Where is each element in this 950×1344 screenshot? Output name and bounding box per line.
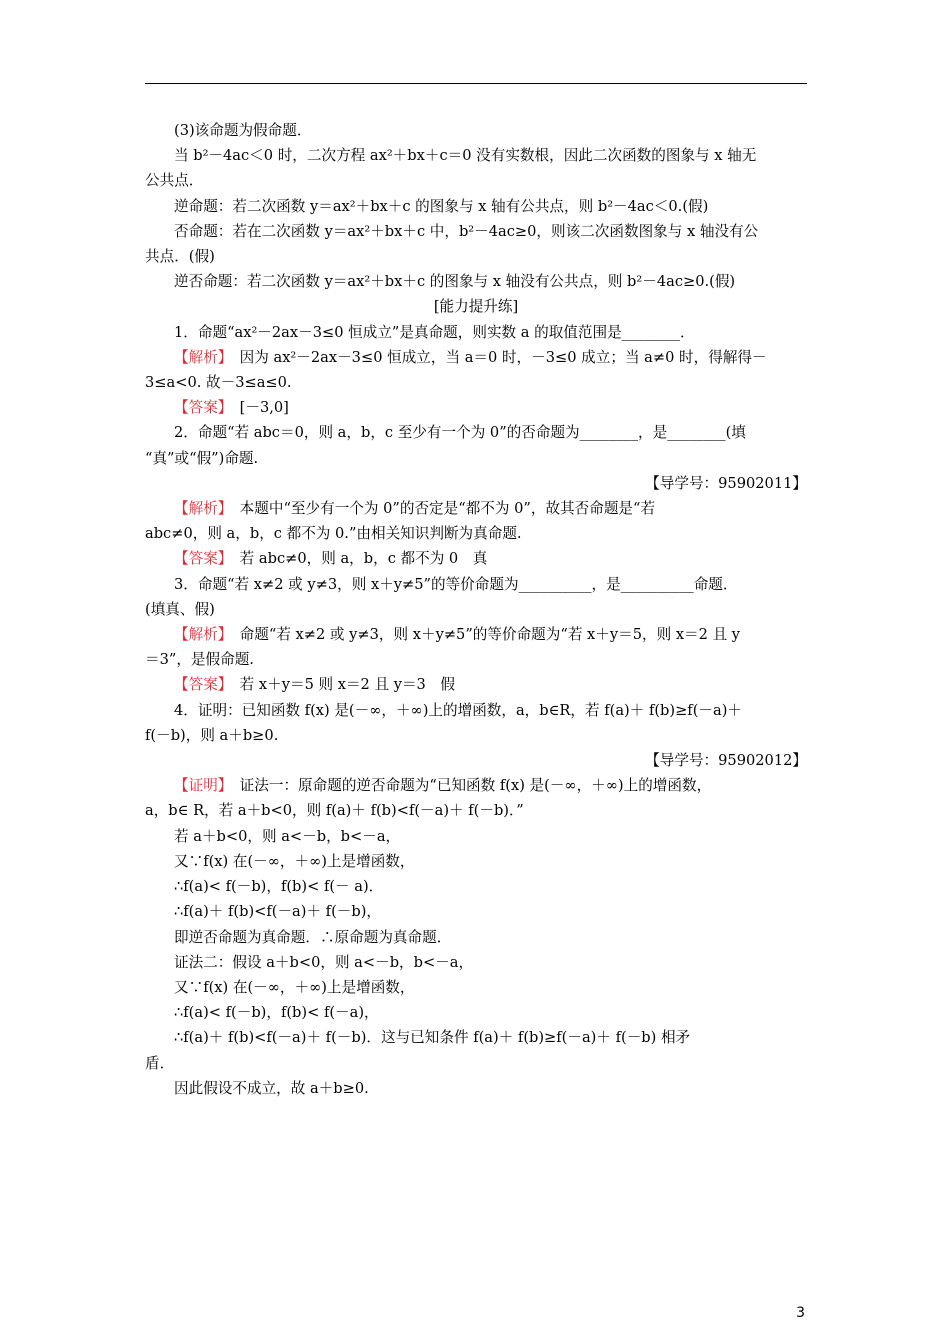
section-label: 【答案】 bbox=[174, 550, 226, 568]
text-line bbox=[145, 723, 807, 748]
text-line bbox=[145, 622, 807, 647]
text-line bbox=[145, 244, 807, 269]
line-text: ＝3”，是假命题. bbox=[145, 651, 254, 669]
line-text: 证法一：原命题的逆否命题为“已知函数 f(x) 是(－∞，＋∞)上的增函数， bbox=[225, 777, 712, 795]
section-label: 【解析】 bbox=[174, 348, 226, 366]
line-text: 否命题：若在二次函数 y＝ax²＋bx＋c 中，b²－4ac≥0，则该二次函数图象与 x 轴没有公 bbox=[174, 222, 759, 240]
text-line bbox=[145, 874, 807, 899]
line-text: 逆否命题：若二次函数 y＝ax²＋bx＋c 的图象与 x 轴没有公共点，则 b²－4ac≥0.(假) bbox=[174, 273, 736, 291]
line-text: 又∵f(x) 在(－∞，＋∞)上是增函数， bbox=[174, 852, 415, 870]
text-line bbox=[145, 143, 807, 168]
line-text: ∴f(a)< f(－b)，f(b)< f(－ a)． bbox=[174, 878, 384, 896]
text-line bbox=[145, 849, 807, 874]
text-line bbox=[145, 1076, 807, 1101]
page-number: 3 bbox=[796, 1305, 805, 1321]
line-text: 命题“若 x≠2 或 y≠3，则 x＋y≠5”的等价命题为“若 x＋y＝5，则 x＝2 且 y bbox=[225, 626, 741, 644]
line-text: abc≠0，则 a，b，c 都不为 0.”由相关知识判断为真命题. bbox=[145, 525, 522, 543]
line-text: 1．命题“ax²－2ax－3≤0 恒成立”是真命题，则实数 a 的取值范围是________． bbox=[174, 323, 695, 341]
text-line bbox=[145, 194, 807, 219]
text-line bbox=[145, 950, 807, 975]
line-text: ∴f(a)＋ f(b)<f(－a)＋ f(－b)， bbox=[174, 903, 381, 921]
line-text: 若 a＋b<0，则 a<－b，b<－a， bbox=[174, 827, 401, 845]
text-line bbox=[145, 496, 807, 521]
line-text: 当 b²－4ac＜0 时，二次方程 ax²＋bx＋c＝0 没有实数根，因此二次函数的图象与 x 轴无 bbox=[174, 147, 757, 165]
line-text: 【导学号：95902012】 bbox=[645, 752, 807, 770]
line-text: 若 x＋y＝5 则 x＝2 且 y＝3 假 bbox=[225, 676, 456, 694]
document-body bbox=[145, 118, 807, 1101]
line-text: 本题中“至少有一个为 0”的否定是“都不为 0”，故其否命题是“若 bbox=[225, 500, 656, 518]
text-line bbox=[145, 294, 807, 319]
line-text: 逆命题：若二次函数 y＝ax²＋bx＋c 的图象与 x 轴有公共点，则 b²－4ac＜0.(假) bbox=[174, 197, 709, 215]
line-text: 因为 ax²－2ax－3≤0 恒成立，当 a＝0 时，－3≤0 成立；当 a≠0 时，得解得－ bbox=[225, 348, 767, 366]
text-line bbox=[145, 269, 807, 294]
text-line bbox=[145, 546, 807, 571]
line-text: 3≤a<0. 故－3≤a≤0. bbox=[145, 374, 292, 392]
section-label: 【答案】 bbox=[174, 676, 226, 694]
line-text: (3)该命题为假命题． bbox=[174, 122, 312, 139]
section-label: 【解析】 bbox=[174, 500, 226, 518]
text-line bbox=[145, 672, 807, 697]
line-text: 2．命题“若 abc＝0，则 a，b，c 至少有一个为 0”的否命题为________，是________(填 bbox=[174, 424, 746, 442]
text-line bbox=[145, 1051, 807, 1076]
text-line bbox=[145, 370, 807, 395]
line-text: f(－b)，则 a＋b≥0. bbox=[145, 726, 279, 744]
text-line bbox=[145, 345, 807, 370]
line-text: 证法二：假设 a＋b<0，则 a<－b，b<－a， bbox=[174, 953, 474, 971]
text-line bbox=[145, 168, 807, 193]
line-text: 若 abc≠0，则 a，b，c 都不为 0 真 bbox=[225, 550, 488, 568]
text-line bbox=[145, 446, 807, 471]
section-label: 【答案】 bbox=[174, 399, 226, 417]
text-line bbox=[145, 899, 807, 924]
line-text: “真”或“假”)命题. bbox=[145, 449, 259, 467]
text-line bbox=[145, 320, 807, 345]
text-line bbox=[145, 420, 807, 445]
line-text: 即逆否命题为真命题．∴原命题为真命题． bbox=[174, 928, 452, 946]
text-line bbox=[145, 572, 807, 597]
line-text: 3．命题“若 x≠2 或 y≠3，则 x＋y≠5”的等价命题为__________，是__________命题． bbox=[174, 575, 738, 593]
line-text: [－3,0] bbox=[225, 399, 289, 417]
text-line bbox=[145, 118, 807, 143]
text-line bbox=[145, 975, 807, 1000]
text-line bbox=[145, 824, 807, 849]
line-text: [能力提升练] bbox=[433, 298, 519, 316]
text-line bbox=[145, 597, 807, 622]
text-line bbox=[145, 698, 807, 723]
text-line bbox=[145, 748, 807, 773]
text-line bbox=[145, 798, 807, 823]
text-line bbox=[145, 925, 807, 950]
text-line bbox=[145, 471, 807, 496]
text-line bbox=[145, 521, 807, 546]
header-rule bbox=[145, 83, 807, 84]
section-label: 【解析】 bbox=[174, 626, 226, 644]
text-line bbox=[145, 773, 807, 798]
line-text: (填真、假) bbox=[145, 600, 215, 618]
section-label: 【证明】 bbox=[174, 777, 226, 795]
text-line bbox=[145, 1000, 807, 1025]
line-text: 共点．(假) bbox=[145, 248, 215, 266]
line-text: 又∵f(x) 在(－∞，＋∞)上是增函数， bbox=[174, 978, 415, 996]
text-line bbox=[145, 219, 807, 244]
line-text: 【导学号：95902011】 bbox=[645, 474, 807, 492]
line-text: ∴f(a)＋ f(b)<f(－a)＋ f(－b)．这与已知条件 f(a)＋ f(b)≥f(－a)＋ f(－b) 相矛 bbox=[174, 1029, 691, 1047]
line-text: 公共点． bbox=[145, 172, 204, 190]
line-text: a，b∈ R，若 a＋b<0，则 f(a)＋ f(b)<f(－a)＋ f(－b)．” bbox=[145, 802, 524, 820]
line-text: 因此假设不成立，故 a＋b≥0. bbox=[174, 1079, 369, 1097]
text-line bbox=[145, 647, 807, 672]
line-text: 4．证明：已知函数 f(x) 是(－∞，＋∞)上的增函数，a，b∈R，若 f(a)＋ f(b)≥f(－a)＋ bbox=[174, 701, 742, 719]
text-line bbox=[145, 1025, 807, 1050]
line-text: 盾． bbox=[145, 1054, 175, 1072]
line-text: ∴f(a)< f(－b)，f(b)< f(－a)， bbox=[174, 1004, 379, 1022]
text-line bbox=[145, 395, 807, 420]
